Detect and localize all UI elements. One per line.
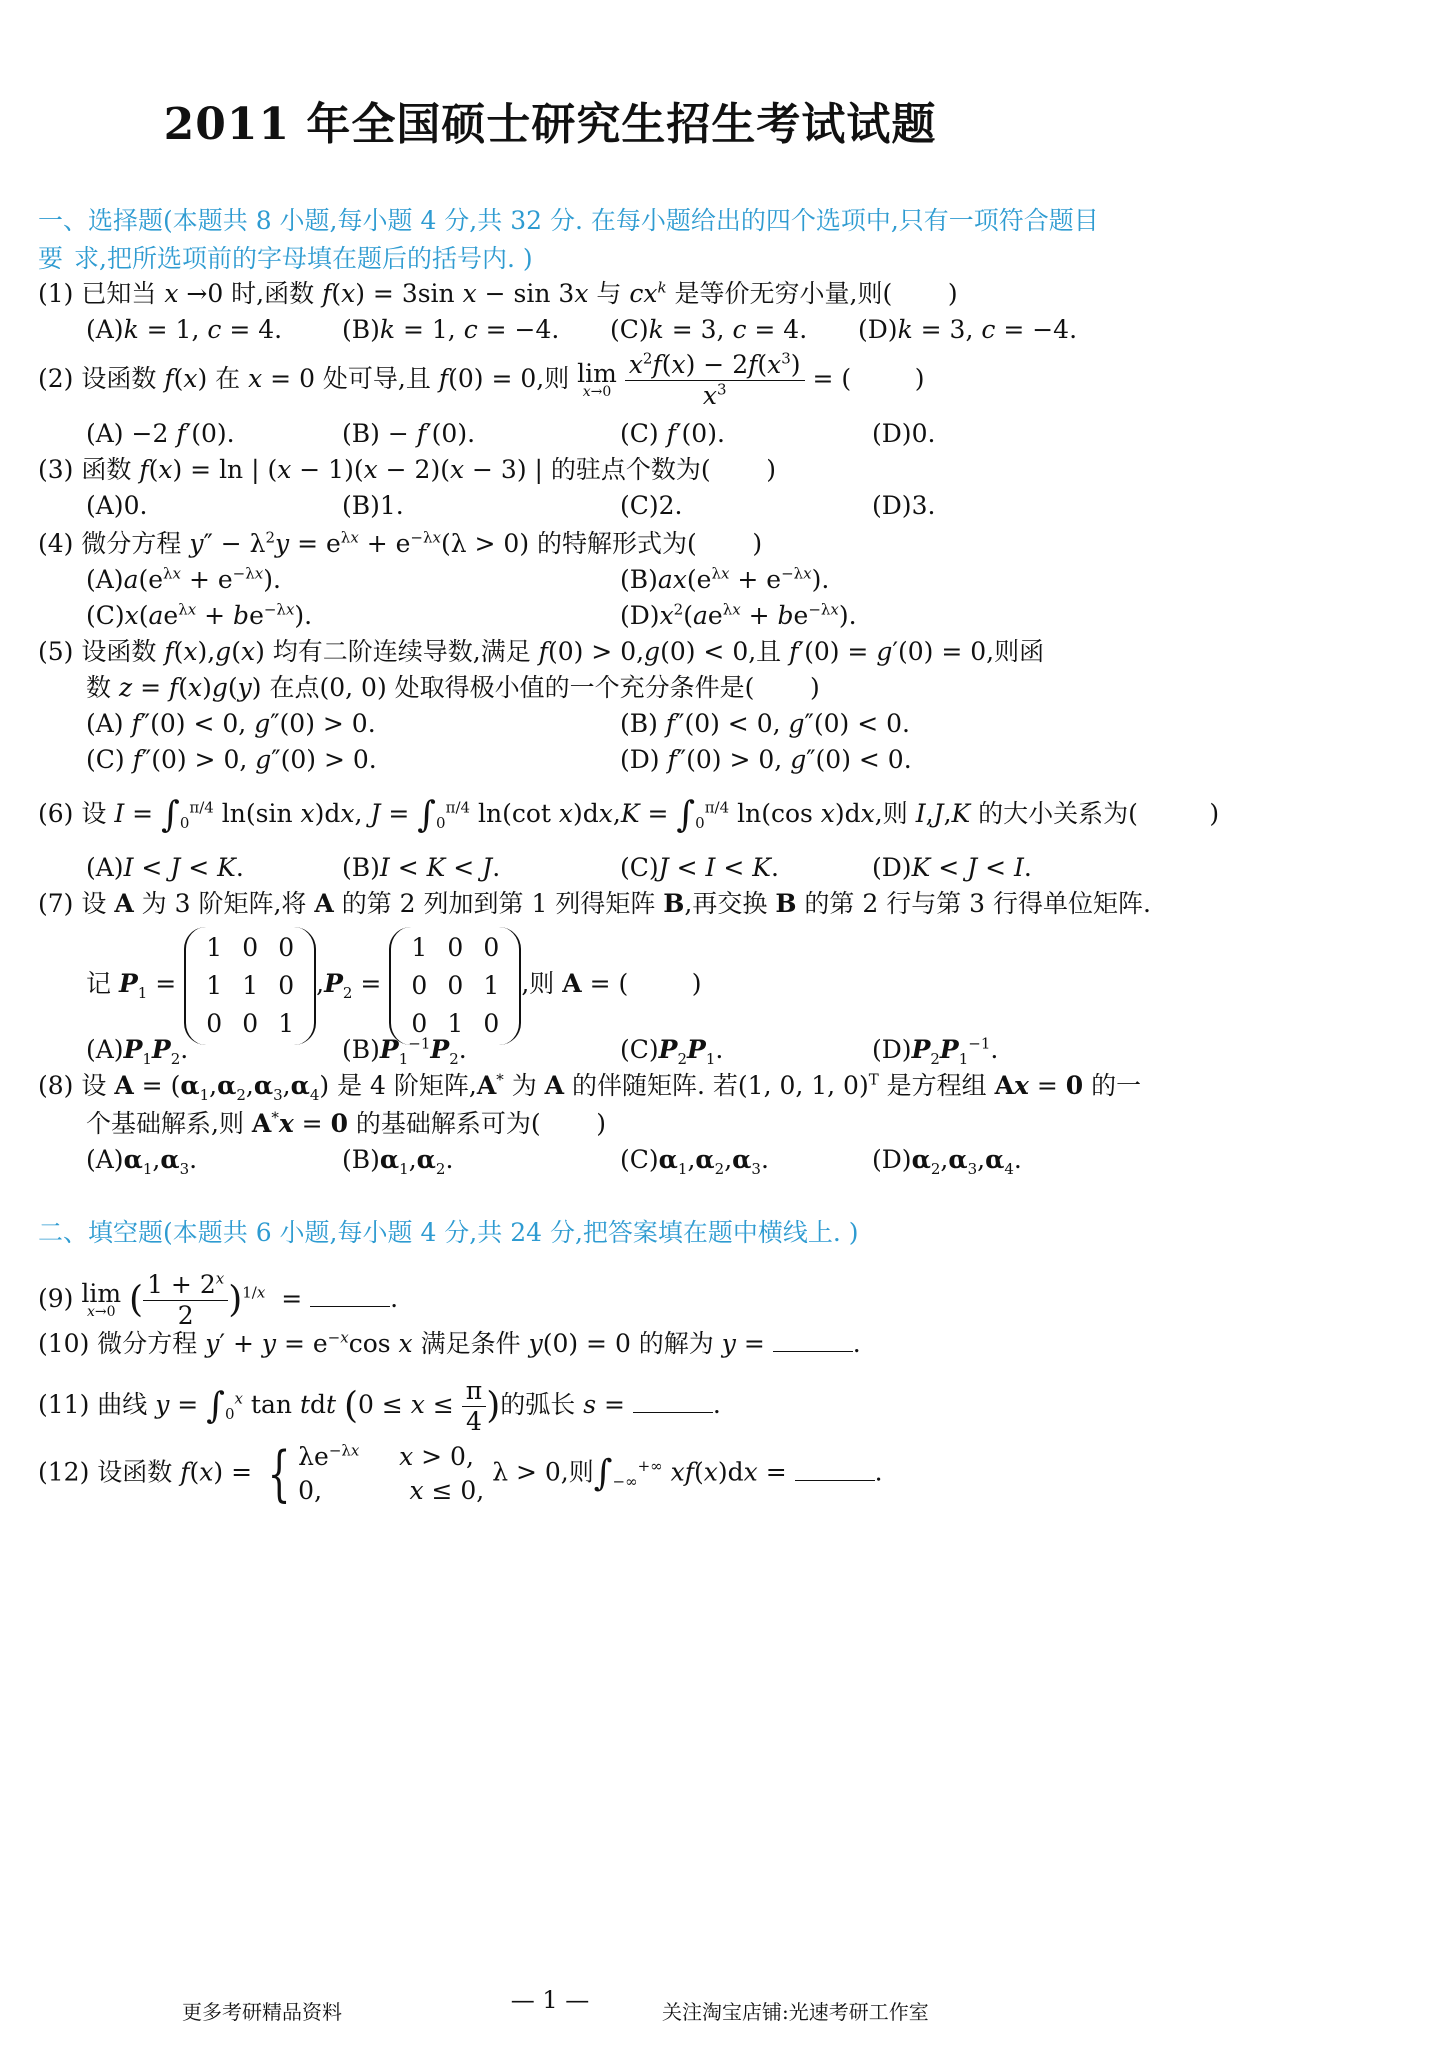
question-8-cont: 个基础解系,则 A*x = 0 的基础解系可为( ) <box>86 1108 607 1138</box>
footer-left: 更多考研精品资料 <box>182 2000 342 2024</box>
question-4: (4) 微分方程 $y'' - \lambda^2y = e^{\lambda x} + e^{-\lambda x}(\lambda > 0)$ 的特解形式为( ) <box>38 528 763 558</box>
question-6: (6) 设 $I = \int_0^{\pi/4}$ ln(sin x)dx, $J = \int_0^{\pi/4}$ ln(cot $x)dx,K = \int_0^{\pi/4}$ ln(cos x)dx,则 I,J,K 的大小关系为( ) <box>38 794 1220 836</box>
question-7: (7) 设 A 为 3 阶矩阵,将 A 的第 2 列加到第 1 列得矩阵 B,再交换 B 的第 2 行与第 3 行得单位矩阵. <box>38 889 1151 918</box>
answer-blank-12[interactable] <box>795 1456 875 1481</box>
question-5-cont: 数 z = f(x)g(y) 在点(0, 0) 处取得极小值的一个充分条件是( ) <box>86 673 820 702</box>
question-11: (11) 曲线 $y = \int_0^x$ tan tdt (0 ≤ x ≤ $\frac{\pi}{4}$ )的弧长 s = . <box>38 1376 721 1436</box>
answer-blank-11[interactable] <box>633 1388 713 1413</box>
footer-right: 关注淘宝店铺:光速考研工作室 <box>662 2000 929 2024</box>
question-9: (9) lim x→0 ( $\frac{1 + 2^x}{2}$ )$^{1/x}$ = . <box>38 1269 399 1330</box>
page-title: 2011 年全国硕士研究生招生考试试题 <box>163 99 937 150</box>
exam-page: 2011 年全国硕士研究生招生考试试题 一、选择题(本题共 8 小题,每小题 4 分,共 32 分. 在每小题给出的四个选项中,只有一项符合题目要 求,把所选项前的字母填在题后的括号内. ) (1) 已知当 x →0 时,函数 f(x) = 3sin x − sin 3x 与 $cx^k$ 是等价无穷小量,则( ) (A)k = 1, c = 4. (B)k = 1, c = −4. (C)k = 3, c = 4. (D)k = 3, c = −4. (2) 设函数 f(x) 在 x = 0 处可导,且 f(0) = 0,则 lim x→0 $\frac{x^2f(x) - 2f(x^3)}{x^3}$ = ( ) (A) −2 f′(0). (B) − f′(0). (C) f′(0). (D)0. (3) 函数 f(x) = ln | (x − 1)(x − 2)(x − 3) | 的驻点个数为( ) (A)0. (B)1. (C)2. (D)3. (4) 微分方程 $y'' - \lambda^2y = e^{\lambda x} + e^{-\lambda x}(\lambda > 0)$ 的特解形式为( ) $(A)a(e^{\lambda x} + e^{-\lambda x})$. $(B)ax(e^{\lambda x} + e^{-\lambda x})$. $(C)x(ae^{\lambda x} + be^{-\lambda x})$. $(D)x^2(ae^{\lambda x} + be^{-\lambda x})$. (5) 设函数 f(x),g(x) 均有二阶连续导数,满足 f(0) > 0,g(0) < 0,且 f′(0) = g′(0) = 0,则函 数 z = f(x)g(y) 在点(0, 0) 处取得极小值的一个充分条件是( ) (A) f″(0) < 0, g″(0) > 0. (B) f″(0) < 0, g″(0) < 0. (C) f″(0) > 0, g″(0) > 0. (D) f″(0) > 0, g″(0) < 0. (6) 设 $I = \int_0^{\pi/4}$ ln(sin x)dx, $J = \int_0^{\pi/4}$ ln(cot $x)dx,K = \int_0^{\pi/4}$ ln(cos x)dx,则 I,J,K 的大小关系为( ) (A)I < J < K. (B)I < K < J. (C)J < I < K. (D)K < J < I. (7) 设 A 为 3 阶矩阵,将 A 的第 2 列加到第 1 列得矩阵 B,再交换 B 的第 2 行与第 3 行得单位矩阵. 记 $P_1$ = 1 0 0 1 1 0 0 0 1 $,P_2$ = 1 0 0 0 0 1 0 1 0 ,则 A = ( ) $(A)P_1P_2$. $(B)P_1^{-1}P_2$. $(C)P_2P_1$. $(D)P_2P_1^{-1}$. (8) 设 $A = (\alpha_1,\alpha_2,\alpha_3,\alpha_4)$ 是 4 阶矩阵,A* 为 A 的伴随矩阵. 若(1, 0, 1, 0)$^T$ 是方程组 Ax = 0 的一 个基础解系,则 A*x = 0 的基础解系可为( ) $(A)\alpha_1,\alpha_3$. $(B)\alpha_1,\alpha_2$. $(C)\alpha_1,\alpha_2,\alpha_3$. $(D)\alpha_2,\alpha_3,\alpha_4$. 二、填空题(本题共 6 小题,每小题 4 分,共 24 分,把答案填在题中横线上. ) (9) lim x→0 ( $\frac{1 + 2^x}{2}$ )$^{1/x}$ = . (10) 微分方程 $y' + y = e^{-x}\cos$ x 满足条件 y(0) = 0 的解为 y = . (11) 曲线 $y = \int_0^x$ tan tdt (0 ≤ x ≤ $\frac{\pi}{4}$ )的弧长 s = . (12) 设函数 f(x) = { $\lambda e^{-\lambda x}$ x > 0, 0, x ≤ 0, λ > 0,则$\int_{-\infty}^{+\infty}$ xf(x)dx = . 更多考研精品资料 — 1 — 关注淘宝店铺:光速考研工作室 <box>0 0 1100 2048</box>
section-fill-header: 二、填空题(本题共 6 小题,每小题 4 分,共 24 分,把答案填在题中横线上. ) <box>38 1218 859 1247</box>
question-number: (1) <box>38 279 74 308</box>
section-choice-header-cont: 求,把所选项前的字母填在题后的括号内. ) <box>74 244 533 273</box>
matrix-p2: 1 0 0 0 0 1 0 1 0 <box>389 927 521 1045</box>
question-8: (8) 设 $A = (\alpha_1,\alpha_2,\alpha_3,\alpha_4)$ 是 4 阶矩阵,A* 为 A 的伴随矩阵. 若(1, 0, 1, 0)$^T$ 是方程组 Ax = 0 的一 <box>38 1070 1142 1104</box>
question-5: (5) 设函数 f(x),g(x) 均有二阶连续导数,满足 f(0) > 0,g(0) < 0,且 f′(0) = g′(0) = 0,则函 <box>38 637 1045 666</box>
question-12: (12) 设函数 f(x) = { $\lambda e^{-\lambda x}$ x > 0, 0, x ≤ 0, λ > 0,则$\int_{-\infty}^{+\infty}$ xf(x)dx = . <box>38 1439 883 1509</box>
question-10: (10) 微分方程 $y' + y = e^{-x}\cos$ x 满足条件 y(0) = 0 的解为 y = . <box>38 1328 861 1358</box>
question-2: (2) 设函数 f(x) 在 x = 0 处可导,且 f(0) = 0,则 lim x→0 $\frac{x^2f(x) - 2f(x^3)}{x^3}$ = ( ) <box>38 349 925 410</box>
matrix-p1: 1 0 0 1 1 0 0 0 1 <box>184 927 316 1045</box>
answer-blank-10[interactable] <box>773 1327 853 1352</box>
question-3: (3) 函数 f(x) = ln | (x − 1)(x − 2)(x − 3) | 的驻点个数为( ) <box>38 455 777 484</box>
question-7-matrices: 记 $P_1$ = 1 0 0 1 1 0 0 0 1 $,P_2$ = 1 0 0 0 0 1 0 1 0 ,则 A = ( ) <box>86 924 702 1045</box>
question-1: (1) 已知当 x →0 时,函数 f(x) = 3sin x − sin 3x 与 $cx^k$ 是等价无穷小量,则( ) <box>38 278 958 308</box>
page-number: — 1 — <box>510 1986 590 2014</box>
answer-blank-9[interactable] <box>310 1282 390 1307</box>
section-choice-header: 一、选择题(本题共 8 小题,每小题 4 分,共 32 分. 在每小题给出的四个选项中,只有一项符合题目要 <box>38 206 1099 273</box>
